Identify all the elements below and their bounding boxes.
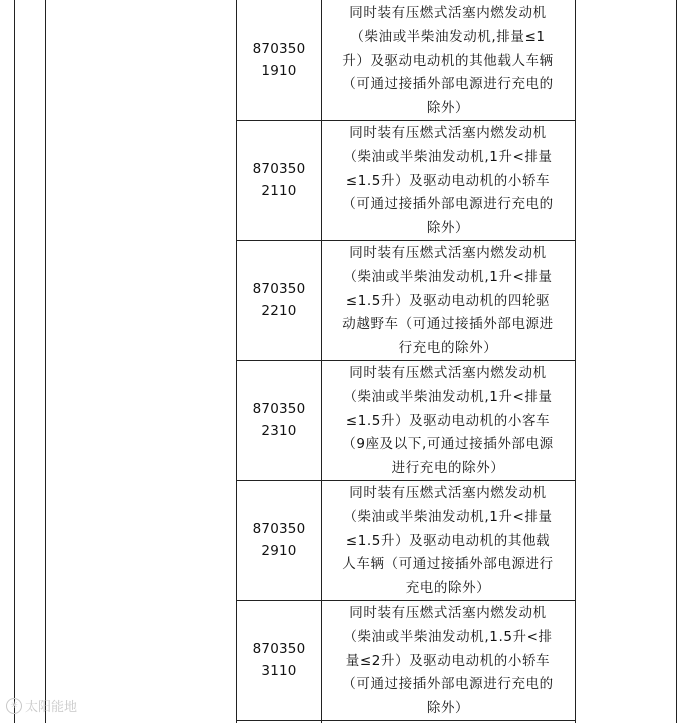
- description-line: 除外）: [426, 220, 470, 237]
- description-line: 同时装有压燃式活塞内燃发动机: [349, 125, 547, 141]
- description-line: 同时装有压燃式活塞内燃发动机: [349, 5, 547, 21]
- hs-code-suffix: 2210: [261, 303, 297, 319]
- description-cell: [322, 122, 574, 241]
- description-line: 同时装有压燃式活塞内燃发动机: [349, 605, 547, 621]
- description-line: ≤1.5升）及驱动电动机的小客车: [345, 412, 551, 429]
- description-cell: [322, 242, 574, 361]
- description-line: ≤1.5升）及驱动电动机的其他载: [345, 532, 551, 549]
- hs-code-suffix: 3110: [261, 663, 297, 679]
- hs-code-suffix: 2910: [261, 543, 297, 559]
- description-line: （柴油或半柴油发动机,1升<排量: [343, 268, 553, 285]
- hs-code-cell: [237, 158, 321, 202]
- hs-code-suffix: 2110: [261, 183, 297, 199]
- hs-code-cell: [237, 518, 321, 562]
- hs-code-prefix: 870350: [252, 641, 306, 657]
- description-line: 人车辆（可通过接插外部电源进行: [342, 556, 554, 573]
- hs-code-suffix: 1910: [261, 63, 297, 79]
- hs-code-prefix: 870350: [252, 521, 306, 537]
- description-line: 同时装有压燃式活塞内燃发动机: [349, 485, 547, 501]
- description-line: 动越野车（可通过接插外部电源进: [342, 316, 554, 333]
- description-line: 除外）: [426, 700, 470, 717]
- column-divider: [14, 0, 15, 723]
- description-line: 同时装有压燃式活塞内燃发动机: [349, 365, 547, 381]
- description-line: （柴油或半柴油发动机,1升<排量: [343, 148, 553, 165]
- description-cell: [322, 2, 574, 121]
- description-line: 进行充电的除外）: [391, 460, 505, 477]
- description-line: 同时装有压燃式活塞内燃发动机: [349, 245, 547, 261]
- watermark-text: 太阳能地: [25, 700, 78, 715]
- description-line: 充电的除外）: [405, 580, 491, 597]
- hs-code-prefix: 870350: [252, 41, 306, 57]
- description-line: （柴油或半柴油发动机,1升<排量: [343, 388, 553, 405]
- description-line: ≤1.5升）及驱动电动机的小轿车: [345, 172, 551, 189]
- column-divider: [575, 0, 576, 723]
- description-line: ≤1.5升）及驱动电动机的四轮驱: [345, 292, 551, 309]
- hs-code-prefix: 870350: [252, 401, 306, 417]
- hs-code-prefix: 870350: [252, 161, 306, 177]
- description-cell: [322, 362, 574, 481]
- hs-code-cell: [237, 38, 321, 82]
- column-divider: [236, 0, 237, 723]
- hs-code-cell: [237, 398, 321, 442]
- description-line: （可通过接插外部电源进行充电的: [342, 196, 554, 213]
- watermark-logo-icon: ☀: [6, 698, 22, 714]
- description-cell: [322, 602, 574, 721]
- description-cell: [322, 482, 574, 601]
- description-line: 升）及驱动电动机的其他载人车辆: [342, 52, 554, 69]
- description-line: 除外）: [426, 100, 470, 117]
- hs-code-suffix: 2310: [261, 423, 297, 439]
- description-line: （可通过接插外部电源进行充电的: [342, 676, 554, 693]
- hs-code-cell: [237, 638, 321, 682]
- description-line: （柴油或半柴油发动机,1.5升<排: [343, 628, 553, 645]
- site-watermark: [6, 696, 77, 715]
- description-line: （柴油或半柴油发动机,1升<排量: [343, 508, 553, 525]
- hs-code-prefix: 870350: [252, 281, 306, 297]
- description-line: （可通过接插外部电源进行充电的: [342, 76, 554, 93]
- description-line: 量≤2升）及驱动电动机的小轿车: [345, 652, 551, 669]
- column-divider: [45, 0, 46, 723]
- description-line: （柴油或半柴油发动机,排量≤1: [350, 28, 546, 45]
- description-line: 行充电的除外）: [398, 340, 498, 357]
- hs-code-cell: [237, 278, 321, 322]
- description-line: （9座及以下,可通过接插外部电源: [342, 436, 554, 453]
